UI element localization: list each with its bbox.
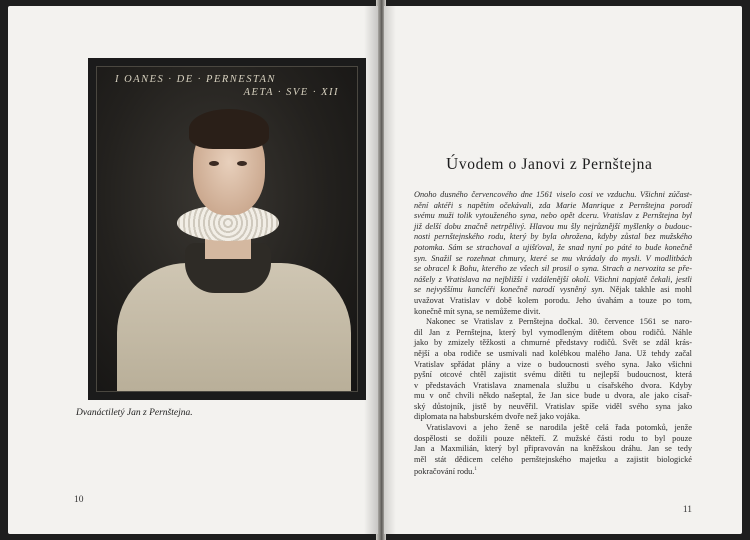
text-line: Onoho dusného červencového dne 1561 viselo cosi ve vzduchu. Všichni zúčast- [414, 190, 692, 199]
page-number-right: 11 [682, 505, 692, 515]
left-page [8, 6, 378, 534]
text-line: Vratislav spřádat plány a vize o budoucnosti svého syna. Jako všichni [414, 359, 692, 369]
final-line-text: pokračování rodu. [414, 467, 475, 477]
portrait-eye-left [209, 161, 219, 166]
portrait-painting [88, 58, 366, 400]
italic-tail: se nejvyššímu kancléři konečně narodí vysněný syn. [414, 285, 605, 295]
text-line: dospělosti se dožili pouze někteří. Z mužské části rodu to byl pouze [414, 433, 692, 443]
text-line: diplomata na habsburském dvoře než jako vojáka. [414, 412, 581, 422]
body-text [414, 190, 692, 478]
portrait-eye-right [237, 161, 247, 166]
portrait-canvas [96, 66, 358, 392]
text-line: uvažovat Vratislav v době kolem porodu. Jeho úvahám a touze po tom, [414, 295, 692, 305]
text-line: nější a oba rodiče se usmívali nad kolébkou malého Jana. Už tehdy začal [414, 348, 692, 358]
text-line: v představách Vratislava znamenala službu u císařského dvora. Kdyby [414, 380, 692, 390]
text-line: svému muži tolik vytouženého syna, nebo opět dceru. Vratislav z Pernštejna byl [414, 211, 692, 221]
text-line: nosti pernštejnského rodu, který by byla ohrožena, kdyby zůstal bez mužského [414, 232, 692, 242]
text-line: pyšní otcové chtěl zajistit svému dítěti tu nejlepší budoucnost, která [414, 370, 692, 380]
text-line: syn. Snažil se rozehnat chmury, které se mu vkrádaly do mysli. V modlitbách [414, 253, 692, 263]
text-line: jako by zmizely těžkosti a chmurné představy rodičů. Svět se zdál krás- [414, 338, 692, 348]
portrait-inscription [115, 73, 347, 99]
roman-continuation: Nějak takhle asi mohl [604, 285, 692, 295]
text-line: mu v onč chvíli někdo našeptal, že Jan sice bude u dvora, ale jako císař- [414, 391, 692, 401]
chapter-title-initial: Ú [446, 154, 459, 173]
inscription-line-1: I OANES · DE · PERNESTAN [115, 74, 276, 85]
page-number-left: 10 [74, 495, 84, 505]
inscription-line-2: AETA · SVE · XII [243, 87, 339, 98]
text-line: Jan a Maxmilián, který byl připravován na kněžskou dráhu. Jan se tedy [414, 444, 692, 454]
italic-intro [414, 190, 692, 285]
text-line: nášely z Vratislava na nejbližší i vzdálenější okolí. Všichni napjatě čekali, jestli [414, 274, 692, 284]
footnote-reference[interactable]: 1 [474, 467, 477, 473]
text-line: ský důstojník, jistě by neuvěřil. Vratislav spíše viděl svého syna jako [414, 401, 692, 411]
text-line: potomka. Sám se strachoval a ujišťoval, že snad nyní po páté to bude konečně [414, 242, 692, 252]
chapter-title [446, 154, 652, 174]
portrait-hair [189, 109, 269, 149]
portrait-caption: Dvanáctiletý Jan z Pernštejna. [76, 408, 193, 418]
text-line: se obracel k Bohu, kterého ze všech sil prosil o syna. Strach a nervozita se pře- [414, 264, 692, 274]
text-line: měl stát dědicem celého pernštejnského majetku a zajistit biologické [414, 454, 692, 464]
text-line: dil Jan z Pernštejna, který byl vymodleným dítětem obou rodičů. Náhle [414, 327, 692, 337]
text-line: Vratislavovi a jeho ženě se narodila ještě celá řada potomků, jenže [426, 423, 692, 433]
right-page [384, 6, 742, 534]
text-line [414, 465, 692, 477]
text-line: nění aktéři s napětím očekávali, zda Marie Manrique z Pernštejna porodí [414, 200, 692, 210]
text-line: již delší dobu značně netrpělivý. Hlavou mu šly nejrůznější myšlenky o budouc- [414, 221, 692, 231]
text-line-mixed [414, 285, 692, 296]
text-line: konečně mít syna, se nemůžeme divit. [414, 306, 541, 316]
chapter-title-text: vodem o Janovi z Pernštejna [458, 156, 653, 173]
text-line: Nakonec se Vratislav z Pernštejna dočkal. 30. července 1561 se naro- [426, 317, 692, 327]
